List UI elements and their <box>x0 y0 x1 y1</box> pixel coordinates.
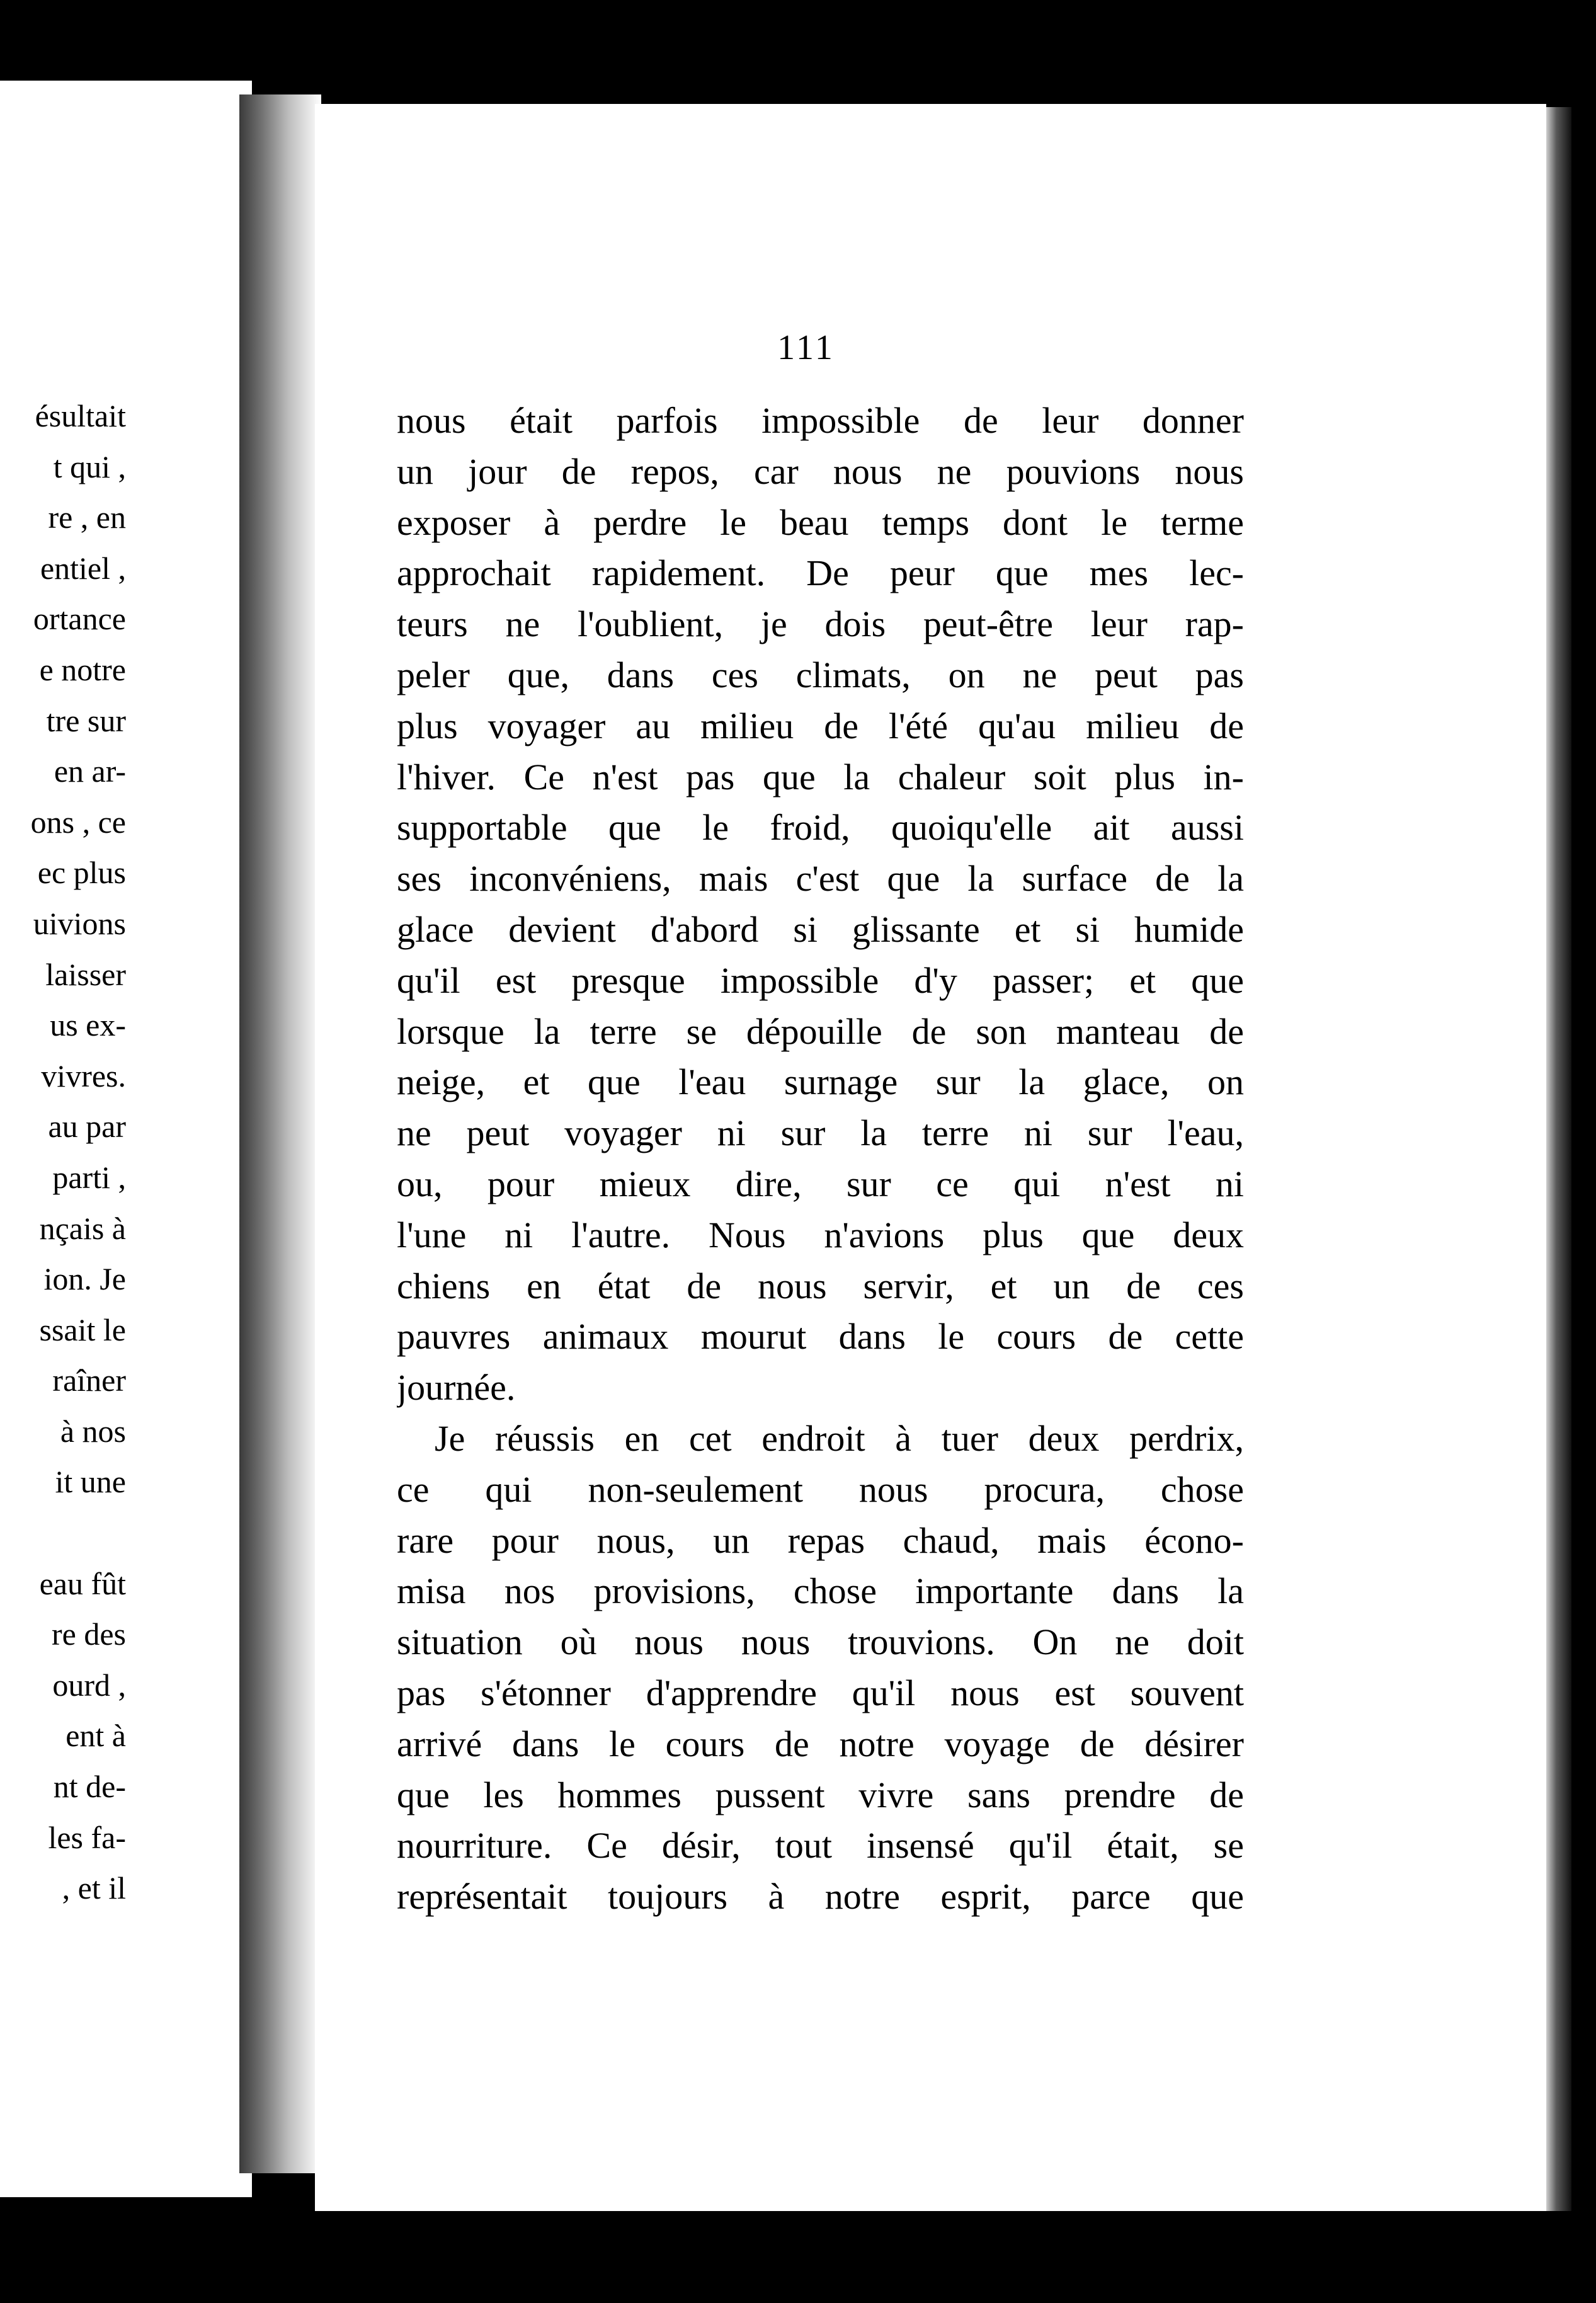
book-gutter <box>239 94 321 2173</box>
text-line: journée. <box>397 1367 516 1409</box>
left-line: tre sur <box>46 702 126 738</box>
left-line: ent à <box>66 1718 126 1754</box>
text-line: plus voyager au milieu de l'été qu'au milieu de <box>397 705 1244 746</box>
left-line: parti , <box>52 1159 126 1195</box>
left-line: t qui , <box>53 449 126 484</box>
left-line: au par <box>48 1109 126 1145</box>
text-line: l'hiver. Ce n'est pas que la chaleur soit plus in- <box>397 756 1244 797</box>
text-line: ce qui non-seulement nous procura, chose <box>397 1468 1244 1510</box>
text-line: nourriture. Ce désir, tout insensé qu'il était, se <box>397 1825 1244 1866</box>
paragraph-2 <box>397 1414 1244 1923</box>
left-line: , et il <box>62 1870 126 1906</box>
left-line: ésultait <box>35 398 126 433</box>
text-line: situation où nous nous trouvions. On ne doit <box>397 1621 1244 1663</box>
text-line: un jour de repos, car nous ne pouvions nous <box>397 450 1244 492</box>
text-line: exposer à perdre le beau temps dont le terme <box>397 501 1244 543</box>
left-line: entiel , <box>40 550 126 586</box>
left-line: re des <box>52 1616 126 1652</box>
text-line: ses inconvéniens, mais c'est que la surface de la <box>397 858 1244 900</box>
text-line: approchait rapidement. De peur que mes lec- <box>397 552 1244 594</box>
left-line: vivres. <box>41 1058 126 1094</box>
text-line: teurs ne l'oublient, je dois peut-être leur rap- <box>397 603 1244 645</box>
body-text <box>397 396 1244 1923</box>
text-line: supportable que le froid, quoiqu'elle ait aussi <box>397 807 1244 849</box>
page-edge <box>1546 107 1571 2211</box>
left-line: e notre <box>39 651 126 687</box>
left-line: ssait le <box>39 1312 126 1347</box>
text-line: pauvres animaux mourut dans le cours de cette <box>397 1316 1244 1357</box>
text-line: peler que, dans ces climats, on ne peut pas <box>397 654 1244 695</box>
left-line-gap <box>0 1507 126 1558</box>
text-line: rare pour nous, un repas chaud, mais écono- <box>397 1519 1244 1561</box>
left-line: nt de- <box>53 1769 126 1805</box>
text-line: représentait toujours à notre esprit, parce que <box>397 1876 1244 1917</box>
left-line: re , en <box>48 500 126 535</box>
text-line: neige, et que l'eau surnage sur la glace, on <box>397 1061 1244 1103</box>
text-line: ou, pour mieux dire, sur ce qui n'est ni <box>397 1163 1244 1204</box>
left-line: ion. Je <box>43 1261 126 1297</box>
left-line: ortance <box>33 601 126 637</box>
left-line: eau fût <box>39 1565 126 1601</box>
text-line: que les hommes pussent vivre sans prendre de <box>397 1774 1244 1815</box>
left-line: les fa- <box>48 1819 126 1855</box>
left-line: uivions <box>33 905 126 941</box>
text-line: l'une ni l'autre. Nous n'avions plus que deux <box>397 1214 1244 1255</box>
text-line: pas s'étonner d'apprendre qu'il nous est souvent <box>397 1672 1244 1713</box>
left-line: en ar- <box>54 753 126 789</box>
left-line: nçais à <box>39 1210 126 1246</box>
text-line: ne peut voyager ni sur la terre ni sur l'eau, <box>397 1112 1244 1154</box>
page-number: 111 <box>777 328 835 367</box>
left-line: à nos <box>60 1413 126 1449</box>
left-line: ourd , <box>52 1667 126 1703</box>
text-line: glace devient d'abord si glissante et si humide <box>397 908 1244 950</box>
left-line: raîner <box>52 1363 126 1398</box>
text-line: qu'il est presque impossible d'y passer; et que <box>397 959 1244 1001</box>
text-line: lorsque la terre se dépouille de son manteau de <box>397 1010 1244 1052</box>
text-line: misa nos provisions, chose importante dans la <box>397 1570 1244 1612</box>
left-line: ons , ce <box>30 804 126 840</box>
left-page-text <box>0 391 126 1914</box>
paragraph-1 <box>397 396 1244 1414</box>
text-line: Je réussis en cet endroit à tuer deux perdrix, <box>435 1417 1244 1459</box>
left-line: laisser <box>45 956 126 992</box>
left-line: us ex- <box>50 1007 126 1043</box>
text-line: nous était parfois impossible de leur donner <box>397 400 1244 441</box>
left-line: ec plus <box>37 855 126 891</box>
left-line: it une <box>55 1464 126 1500</box>
text-line: arrivé dans le cours de notre voyage de désirer <box>397 1723 1244 1764</box>
text-line: chiens en état de nous servir, et un de ces <box>397 1265 1244 1306</box>
left-page <box>0 81 252 2197</box>
